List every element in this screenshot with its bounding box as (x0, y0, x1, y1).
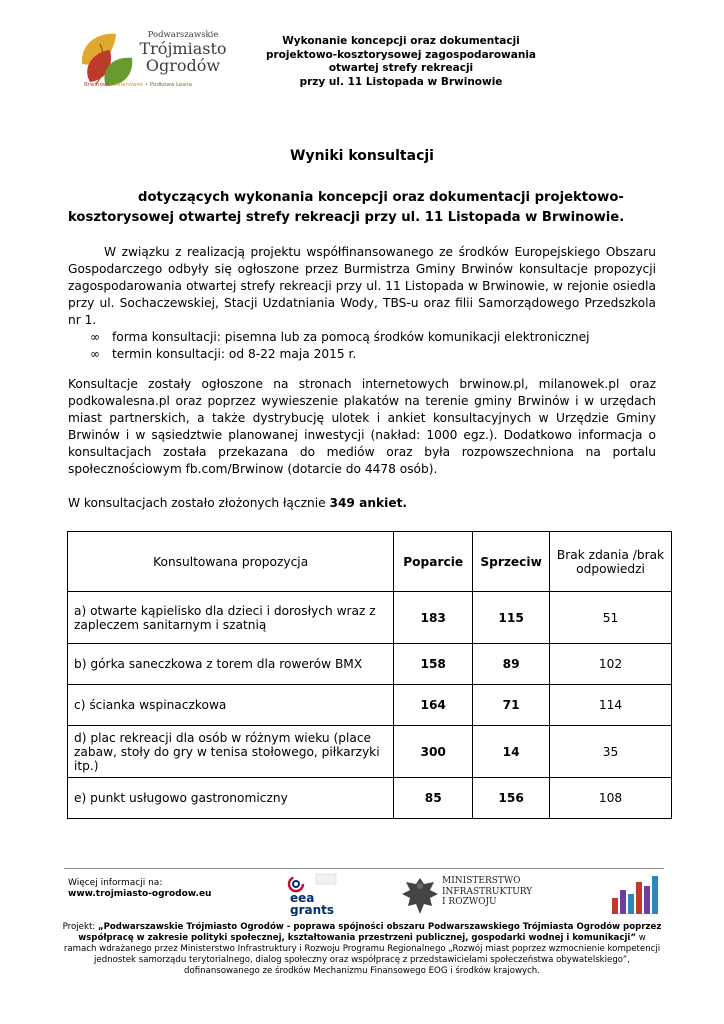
header-title-line: przy ul. 11 Listopada w Brwinowie (299, 75, 503, 88)
document-subtitle (68, 188, 658, 228)
header-title-line: otwartej strefy rekreacji (328, 62, 474, 74)
subtitle-line2: kosztorysowej otwartej strefy rekreacji przy ul. 11 Listopada w Brwinowie. (68, 210, 625, 225)
table-row (68, 685, 672, 726)
intro-paragraph-text: W związku z realizacją projektu współfinansowanego ze środków Europejskiego Obszaru Gospodarczego odbyły się ogłoszone przez Burmistrza Gminy Brwinów konsultacje propozycji zagospodarowania otwartej strefy rekreacji przy ul. 11 Listopada w Brwinowie, w rejonie osiedla przy ul. Sochaczewskiej, Stacji Uzdatniania Wody, TBS-u oraz filii Samorządowego Przedszkola nr 1. (68, 245, 656, 327)
cell-against: 156 (473, 778, 550, 819)
summary-paragraph (68, 496, 656, 510)
intro-paragraph (68, 244, 656, 329)
list-item (68, 346, 656, 363)
city-bars-logo-icon (608, 872, 660, 916)
logo-town-1: Brwinów (84, 82, 108, 88)
header-title-line: Wykonanie koncepcji oraz dokumentacji (282, 35, 520, 47)
footer-project-description (62, 922, 662, 977)
logo-wordmark (138, 30, 228, 74)
ministry-line: MINISTERSTWO (442, 876, 521, 886)
header-project-title (256, 35, 546, 89)
ministry-name (442, 876, 532, 908)
eea-grants-logo-icon (286, 870, 346, 916)
eea-text-grants: grants (290, 903, 335, 916)
ministry-line: INFRASTRUKTURY (442, 886, 533, 897)
footer-divider (64, 868, 664, 869)
subtitle-line1: dotyczących wykonania koncepcji oraz dokumentacji projektowo- (138, 190, 624, 205)
header-proposal: Konsultowana propozycja (68, 532, 394, 592)
header-support: Poparcie (394, 532, 473, 592)
header-against: Sprzeciw (473, 532, 550, 592)
table-row (68, 726, 672, 778)
polish-eagle-emblem-icon (400, 874, 440, 918)
bullet-list (68, 329, 656, 363)
table-row (68, 644, 672, 685)
table-row (68, 592, 672, 644)
logo-line2: Trójmiasto (139, 39, 227, 58)
cell-against: 115 (473, 592, 550, 644)
results-table (67, 531, 672, 819)
infinity-bullet-icon: ∞ (90, 330, 100, 344)
cell-against: 71 (473, 685, 550, 726)
cell-none: 102 (550, 644, 672, 685)
cell-proposal: c) ścianka wspinaczkowa (68, 685, 394, 726)
cell-none: 108 (550, 778, 672, 819)
eea-text-eea: eea (290, 891, 315, 905)
infinity-bullet-icon: ∞ (90, 347, 100, 361)
cell-support: 300 (394, 726, 473, 778)
cell-none: 114 (550, 685, 672, 726)
list-item (68, 329, 656, 346)
cell-support: 158 (394, 644, 473, 685)
bullet-text: termin konsultacji: od 8-22 maja 2015 r. (112, 347, 357, 361)
cell-support: 183 (394, 592, 473, 644)
footer-info-label: Więcej informacji na: (68, 878, 163, 888)
announcement-paragraph: Konsultacje zostały ogłoszone na stronach internetowych brwinow.pl, milanowek.pl oraz podkowalesna.pl oraz poprzez wywieszenie plakatów na terenie gminy Brwinów i w urzędach miast partnerskich, a także dystrybucję ulotek i ankiet konsultacyjnych w Urzędzie Gminy Brwinów i w sąsiedztwie planowanej inwestycji (nakład: 1000 egz.). Dodatkowo informacja o konsultacjach została przekazana do mediów oraz była rozpowszechniona na portalu społecznościowym fb.com/Brwinow (dotarcie do 4478 osób). (68, 377, 656, 476)
cell-against: 14 (473, 726, 550, 778)
header-none: Brak zdania /brak odpowiedzi (550, 532, 672, 592)
cell-proposal: e) punkt usługowo gastronomiczny (68, 778, 394, 819)
footer-info (68, 878, 211, 900)
table-row (68, 778, 672, 819)
cell-none: 51 (550, 592, 672, 644)
table-header-row (68, 532, 672, 592)
logo-line1: Podwarszawskie (147, 30, 219, 40)
cell-proposal: b) górka saneczkowa z torem dla rowerów BMX (68, 644, 394, 685)
ministry-line: I ROZWOJU (442, 897, 497, 907)
summary-prefix: W konsultacjach zostało złożonych łącznie (68, 496, 330, 510)
cell-support: 164 (394, 685, 473, 726)
logo-towns: Brwinów • Milanówek • Podkowa Leśna (84, 82, 193, 88)
footer-info-url[interactable]: www.trojmiasto-ogrodow.eu (68, 889, 212, 899)
project-title-bold: „Podwarszawskie Trójmiasto Ogrodów - poprawa spójności obszaru Podwarszawskiego Trójmiasta Ogrodów poprzez współpracę w zakresie polityki społecznej, kształtowania przestrzeni publicznej, gospodarki wodnej i komunikacji” (78, 922, 662, 943)
bullet-text: forma konsultacji: pisemna lub za pomocą środków komunikacji elektronicznej (112, 330, 590, 344)
logo-town-3: Podkowa Leśna (150, 82, 193, 88)
cell-against: 89 (473, 644, 550, 685)
project-rest: w ramach wdrażanego przez Ministerstwo Infrastruktury i Rozwoju Programu Regionalnego „Rozwój miast poprzez wzmocnienie kompetencji jednostek samorządu terytorialnego, dialog społeczny oraz współpracę z przedstawicielami społeczeństwa obywatelskiego”, dofinansowanego ze środków Mechanizmu Finansowego EOG i środków krajowych. (63, 933, 661, 976)
cell-none: 35 (550, 726, 672, 778)
logo-town-2: Milanówek (114, 82, 144, 88)
summary-count: 349 ankiet. (329, 496, 408, 510)
project-prefix: Projekt: (62, 922, 98, 932)
cell-support: 85 (394, 778, 473, 819)
logo-line3: Ogrodów (145, 56, 221, 75)
document-title: Wyniki konsultacji (290, 148, 434, 164)
cell-proposal: d) plac rekreacji dla osób w różnym wieku (place zabaw, stoły do gry w tenisa stołowego, piłkarzyki itp.) (68, 726, 394, 778)
cell-proposal: a) otwarte kąpielisko dla dzieci i dorosłych wraz z zapleczem sanitarnym i szatnią (68, 592, 394, 644)
header-title-line: projektowo-kosztorysowej zagospodarowania (265, 48, 537, 61)
